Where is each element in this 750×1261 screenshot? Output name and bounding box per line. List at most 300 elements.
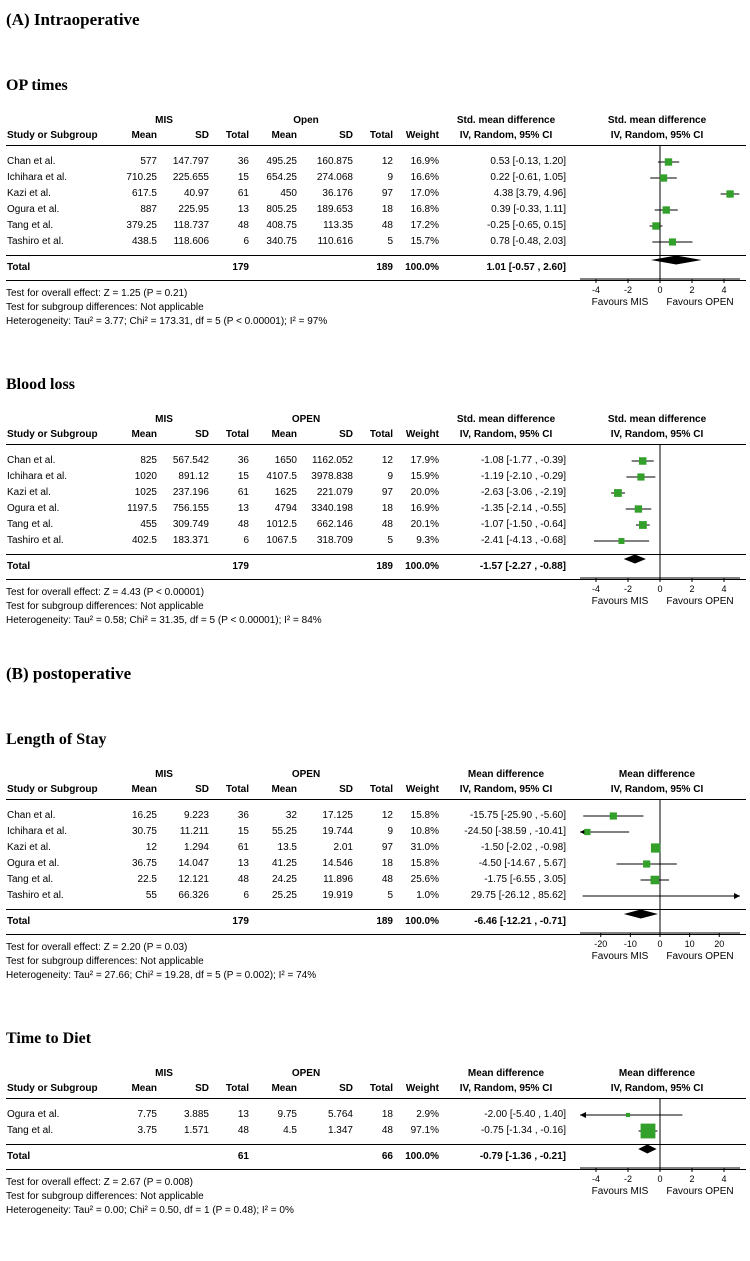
total-mis-n: 179 <box>232 262 249 273</box>
open-total: 5 <box>387 236 393 247</box>
ci-text: 0.53 [-0.13, 1.20] <box>490 156 566 167</box>
table-header <box>6 412 746 445</box>
favours-right-label: Favours OPEN <box>666 596 734 607</box>
plot-effect-label: Mean difference <box>618 1068 696 1079</box>
footnote-line: Test for subgroup differences: Not applicable <box>6 601 204 612</box>
study-name: Kazi et al. <box>7 842 51 853</box>
mis-mean: 1020 <box>134 471 157 482</box>
study-row <box>6 186 746 202</box>
mis-sd: 225.655 <box>172 172 209 183</box>
plot-effect-label: Std. mean difference <box>607 115 707 126</box>
studies-block <box>6 445 746 554</box>
mis-total: 36 <box>237 156 249 167</box>
open-total: 18 <box>381 503 393 514</box>
axis-tick-label: 0 <box>657 939 663 949</box>
study-name: Tang et al. <box>7 519 54 530</box>
open-sd: 662.146 <box>316 519 353 530</box>
col-mis-sd: SD <box>195 429 209 440</box>
study-name: Ichihara et al. <box>7 172 68 183</box>
plot-effect-label: Std. mean difference <box>607 414 707 425</box>
col-mis-mean: Mean <box>131 130 157 141</box>
open-total: 5 <box>387 535 393 546</box>
weight: 15.8% <box>410 858 439 869</box>
axis-tick-label: -4 <box>591 584 601 594</box>
weight: 17.2% <box>410 220 439 231</box>
favours-left-label: Favours MIS <box>591 297 649 308</box>
col-study: Study or Subgroup <box>7 429 98 440</box>
mis-total: 48 <box>237 1125 249 1136</box>
mis-sd: 237.196 <box>172 487 209 498</box>
study-row <box>6 453 746 469</box>
mis-total: 13 <box>237 1109 249 1120</box>
axis-tick-label: -4 <box>591 1174 601 1184</box>
footnotes-block <box>6 941 562 983</box>
total-ci-text: 1.01 [-0.57 , 2.60] <box>486 262 566 273</box>
favours-left-label: Favours MIS <box>591 596 649 607</box>
total-open-n: 189 <box>376 561 393 572</box>
favours-right-label: Favours OPEN <box>666 297 734 308</box>
table-header <box>6 1066 746 1099</box>
col-open-mean: Mean <box>271 1083 297 1094</box>
mis-total: 36 <box>237 810 249 821</box>
mis-total: 13 <box>237 204 249 215</box>
header-groups-row <box>6 113 746 128</box>
weight: 1.0% <box>416 890 439 901</box>
weight: 16.9% <box>410 503 439 514</box>
col-mis-total: Total <box>225 130 249 141</box>
col-mis-sd: SD <box>195 130 209 141</box>
open-total: 9 <box>387 471 393 482</box>
mis-sd: 1.571 <box>183 1125 209 1136</box>
study-name: Kazi et al. <box>7 188 51 199</box>
study-row <box>6 824 746 840</box>
col-mis-total: Total <box>225 429 249 440</box>
total-open-n: 189 <box>376 262 393 273</box>
open-mean: 32 <box>285 810 297 821</box>
weight: 97.1% <box>410 1125 439 1136</box>
col-mis-mean: Mean <box>131 1083 157 1094</box>
total-open-n: 189 <box>376 916 393 927</box>
mis-sd: 118.606 <box>173 236 209 247</box>
open-mean: 41.25 <box>271 858 297 869</box>
axis-tick-label: 0 <box>657 1174 663 1184</box>
table-header <box>6 113 746 146</box>
mis-sd: 225.95 <box>178 204 209 215</box>
col-open-total: Total <box>369 784 393 795</box>
weight: 25.6% <box>410 874 439 885</box>
open-sd: 1.347 <box>327 1125 353 1136</box>
header-groups-row <box>6 767 746 782</box>
col-weight: Weight <box>405 1083 439 1094</box>
study-row <box>6 202 746 218</box>
total-ci-text: -0.79 [-1.36 , -0.21] <box>479 1151 566 1162</box>
open-sd: 110.616 <box>317 236 353 247</box>
open-mean: 1650 <box>274 455 297 466</box>
total-row <box>6 554 746 580</box>
open-sd: 2.01 <box>333 842 353 853</box>
study-name: Chan et al. <box>7 455 56 466</box>
col-plot-ci-label: IV, Random, 95% CI <box>610 1083 704 1094</box>
mis-total: 61 <box>237 487 249 498</box>
open-total: 9 <box>387 172 393 183</box>
study-row <box>6 517 746 533</box>
col-open-total: Total <box>369 429 393 440</box>
mis-sd: 756.155 <box>172 503 209 514</box>
col-open-sd: SD <box>339 429 353 440</box>
ci-text: -0.25 [-0.65, 0.15] <box>487 220 566 231</box>
col-open-sd: SD <box>339 784 353 795</box>
ci-text: 4.38 [3.79, 4.96] <box>493 188 566 199</box>
study-row <box>6 533 746 549</box>
mis-mean: 16.25 <box>131 810 157 821</box>
col-open-mean: Mean <box>271 429 297 440</box>
open-total: 5 <box>387 890 393 901</box>
study-name: Chan et al. <box>7 810 56 821</box>
open-sd: 318.709 <box>316 535 353 546</box>
section-title: OP times <box>6 77 68 94</box>
open-mean: 805.25 <box>266 204 297 215</box>
col-open-sd: SD <box>339 1083 353 1094</box>
study-name: Tashiro et al. <box>7 535 64 546</box>
mis-total: 6 <box>243 535 249 546</box>
forest-section <box>6 1066 746 1218</box>
weight: 15.8% <box>410 810 439 821</box>
group1-label: MIS <box>155 1068 173 1079</box>
weight: 17.0% <box>410 188 439 199</box>
mis-total: 48 <box>237 220 249 231</box>
mis-sd: 66.326 <box>178 890 209 901</box>
footnotes-block <box>6 1176 562 1218</box>
study-name: Ichihara et al. <box>7 471 68 482</box>
col-mis-sd: SD <box>195 1083 209 1094</box>
open-total: 18 <box>381 204 393 215</box>
axis-tick-label: 2 <box>689 285 695 295</box>
mis-mean: 3.75 <box>137 1125 157 1136</box>
ci-text: -1.07 [-1.50 , -0.64] <box>480 519 566 530</box>
study-name: Ogura et al. <box>7 858 60 869</box>
axis-tick-label: 4 <box>721 285 727 295</box>
mis-mean: 438.5 <box>131 236 157 247</box>
ci-text: -4.50 [-14.67 , 5.67] <box>478 858 566 869</box>
col-ci-label: IV, Random, 95% CI <box>459 1083 553 1094</box>
effect-label: Mean difference <box>467 769 545 780</box>
col-ci-label: IV, Random, 95% CI <box>459 130 553 141</box>
col-mis-sd: SD <box>195 784 209 795</box>
mis-sd: 12.121 <box>178 874 209 885</box>
ci-text: -1.75 [-6.55 , 3.05] <box>484 874 566 885</box>
open-mean: 9.75 <box>277 1109 297 1120</box>
total-ci-text: -1.57 [-2.27 , -0.88] <box>479 561 566 572</box>
col-ci-label: IV, Random, 95% CI <box>459 784 553 795</box>
favours-right-label: Favours OPEN <box>666 951 734 962</box>
open-mean: 4107.5 <box>266 471 297 482</box>
footnote-line: Heterogeneity: Tau² = 27.66; Chi² = 19.28, df = 5 (P = 0.002); I² = 74% <box>6 970 317 981</box>
open-total: 48 <box>381 519 393 530</box>
axis-tick-label: 10 <box>684 939 695 949</box>
footnote-line: Heterogeneity: Tau² = 0.00; Chi² = 0.50, df = 1 (P = 0.48); I² = 0% <box>6 1205 294 1216</box>
col-plot-ci-label: IV, Random, 95% CI <box>610 784 704 795</box>
mis-sd: 1.294 <box>183 842 209 853</box>
part-heading: (A) Intraoperative <box>6 10 140 29</box>
part-heading: (B) postoperative <box>6 664 132 683</box>
footnote-line: Test for overall effect: Z = 1.25 (P = 0.21) <box>6 288 188 299</box>
col-mis-total: Total <box>225 1083 249 1094</box>
mis-total: 15 <box>237 172 249 183</box>
total-label: Total <box>7 561 31 572</box>
footnote-line: Test for overall effect: Z = 2.20 (P = 0.03) <box>6 942 188 953</box>
mis-sd: 147.797 <box>172 156 209 167</box>
study-row <box>6 469 746 485</box>
group2-label: OPEN <box>291 1068 321 1079</box>
mis-mean: 825 <box>140 455 157 466</box>
open-mean: 495.25 <box>266 156 297 167</box>
axis-tick-label: 4 <box>721 1174 727 1184</box>
forest-section <box>6 767 746 983</box>
open-mean: 13.5 <box>277 842 297 853</box>
weight: 20.1% <box>410 519 439 530</box>
col-study: Study or Subgroup <box>7 1083 98 1094</box>
open-mean: 55.25 <box>271 826 297 837</box>
total-weight: 100.0% <box>405 262 439 273</box>
ci-text: -1.50 [-2.02 , -0.98] <box>480 842 566 853</box>
ci-text: 0.78 [-0.48, 2.03] <box>490 236 566 247</box>
study-name: Tang et al. <box>7 220 54 231</box>
group2-label: Open <box>293 115 319 126</box>
col-open-sd: SD <box>339 130 353 141</box>
study-row <box>6 856 746 872</box>
open-sd: 17.125 <box>322 810 353 821</box>
mis-mean: 30.75 <box>131 826 157 837</box>
col-study: Study or Subgroup <box>7 784 98 795</box>
ci-text: -15.75 [-25.90 , -5.60] <box>469 810 566 821</box>
axis-tick-label: -2 <box>623 285 633 295</box>
col-ci-label: IV, Random, 95% CI <box>459 429 553 440</box>
mis-sd: 183.371 <box>172 535 209 546</box>
mis-total: 13 <box>237 858 249 869</box>
axis-tick-label: 2 <box>689 584 695 594</box>
footnote-line: Test for overall effect: Z = 4.43 (P < 0.00001) <box>6 587 205 598</box>
mis-mean: 379.25 <box>126 220 157 231</box>
open-total: 18 <box>381 858 393 869</box>
table-header <box>6 767 746 800</box>
total-row <box>6 255 746 281</box>
study-name: Kazi et al. <box>7 487 51 498</box>
weight: 2.9% <box>416 1109 439 1120</box>
col-open-total: Total <box>369 1083 393 1094</box>
mis-sd: 3.885 <box>183 1109 209 1120</box>
col-open-mean: Mean <box>271 784 297 795</box>
total-open-n: 66 <box>381 1151 393 1162</box>
mis-sd: 567.542 <box>172 455 209 466</box>
col-weight: Weight <box>405 784 439 795</box>
open-mean: 408.75 <box>266 220 297 231</box>
open-mean: 450 <box>280 188 297 199</box>
study-name: Tashiro et al. <box>7 890 64 901</box>
mis-mean: 887 <box>140 204 157 215</box>
col-study: Study or Subgroup <box>7 130 98 141</box>
study-name: Tang et al. <box>7 874 54 885</box>
mis-sd: 891.12 <box>178 471 209 482</box>
group1-label: MIS <box>155 769 173 780</box>
studies-block <box>6 800 746 909</box>
mis-total: 48 <box>237 874 249 885</box>
footnote-line: Test for subgroup differences: Not applicable <box>6 302 204 313</box>
footnotes-block <box>6 287 562 329</box>
ci-text: 0.22 [-0.61, 1.05] <box>490 172 566 183</box>
col-mis-mean: Mean <box>131 784 157 795</box>
effect-label: Mean difference <box>467 1068 545 1079</box>
ci-text: -1.19 [-2.10 , -0.29] <box>480 471 566 482</box>
mis-mean: 22.5 <box>137 874 157 885</box>
study-name: Ichihara et al. <box>7 826 68 837</box>
footnotes-block <box>6 586 562 628</box>
ci-text: -1.08 [-1.77 , -0.39] <box>480 455 566 466</box>
open-total: 97 <box>381 487 393 498</box>
mis-total: 36 <box>237 455 249 466</box>
study-name: Ogura et al. <box>7 1109 60 1120</box>
study-row <box>6 840 746 856</box>
group2-label: OPEN <box>291 769 321 780</box>
total-ci-text: -6.46 [-12.21 , -0.71] <box>474 916 566 927</box>
weight: 16.6% <box>410 172 439 183</box>
header-columns-row <box>6 128 746 143</box>
col-mis-total: Total <box>225 784 249 795</box>
weight: 15.9% <box>410 471 439 482</box>
open-total: 48 <box>381 874 393 885</box>
favours-right-label: Favours OPEN <box>666 1186 734 1197</box>
open-sd: 36.176 <box>322 188 353 199</box>
header-columns-row <box>6 427 746 442</box>
axis-tick-label: -4 <box>591 285 601 295</box>
col-weight: Weight <box>405 130 439 141</box>
header-columns-row <box>6 1081 746 1096</box>
open-sd: 189.653 <box>316 204 353 215</box>
axis-tick-label: -2 <box>623 1174 633 1184</box>
open-total: 12 <box>381 156 393 167</box>
axis-tick-label: -10 <box>623 939 637 949</box>
total-label: Total <box>7 1151 31 1162</box>
total-weight: 100.0% <box>405 1151 439 1162</box>
open-total: 97 <box>381 188 393 199</box>
mis-total: 15 <box>237 471 249 482</box>
mis-mean: 577 <box>140 156 157 167</box>
open-total: 18 <box>381 1109 393 1120</box>
col-weight: Weight <box>405 429 439 440</box>
study-row <box>6 154 746 170</box>
favours-left-label: Favours MIS <box>591 951 649 962</box>
study-name: Tashiro et al. <box>7 236 64 247</box>
weight: 20.0% <box>410 487 439 498</box>
study-row <box>6 234 746 250</box>
studies-block <box>6 1099 746 1144</box>
axis-tick-label: -2 <box>623 584 633 594</box>
open-mean: 1012.5 <box>266 519 297 530</box>
plot-effect-label: Mean difference <box>618 769 696 780</box>
total-mis-n: 179 <box>232 561 249 572</box>
total-label: Total <box>7 262 31 273</box>
study-name: Chan et al. <box>7 156 56 167</box>
open-sd: 3340.198 <box>311 503 353 514</box>
total-weight: 100.0% <box>405 916 439 927</box>
mis-mean: 617.5 <box>131 188 157 199</box>
mis-total: 48 <box>237 519 249 530</box>
open-mean: 340.75 <box>266 236 297 247</box>
section-title: Time to Diet <box>6 1030 92 1047</box>
open-total: 48 <box>381 1125 393 1136</box>
mis-mean: 36.75 <box>131 858 157 869</box>
mis-sd: 118.737 <box>173 220 209 231</box>
study-row <box>6 872 746 888</box>
open-mean: 4794 <box>274 503 297 514</box>
footnote-line: Heterogeneity: Tau² = 3.77; Chi² = 173.31, df = 5 (P < 0.00001); I² = 97% <box>6 316 328 327</box>
total-weight: 100.0% <box>405 561 439 572</box>
group1-label: MIS <box>155 414 173 425</box>
open-sd: 1162.052 <box>312 455 353 466</box>
section-title: Blood loss <box>6 376 75 393</box>
open-sd: 5.764 <box>327 1109 353 1120</box>
footnote-line: Heterogeneity: Tau² = 0.58; Chi² = 31.35, df = 5 (P < 0.00001); I² = 84% <box>6 615 322 626</box>
study-name: Tang et al. <box>7 1125 54 1136</box>
open-sd: 3978.838 <box>311 471 353 482</box>
open-sd: 19.744 <box>322 826 353 837</box>
mis-mean: 7.75 <box>137 1109 157 1120</box>
axis-tick-label: -20 <box>594 939 608 949</box>
ci-text: -0.75 [-1.34 , -0.16] <box>480 1125 566 1136</box>
footnote-line: Test for subgroup differences: Not applicable <box>6 956 204 967</box>
col-plot-ci-label: IV, Random, 95% CI <box>610 429 704 440</box>
open-sd: 160.875 <box>316 156 353 167</box>
axis-tick-label: 2 <box>689 1174 695 1184</box>
study-row <box>6 170 746 186</box>
weight: 9.3% <box>416 535 439 546</box>
section-title: Length of Stay <box>6 731 107 748</box>
study-name: Ogura et al. <box>7 503 60 514</box>
col-mis-mean: Mean <box>131 429 157 440</box>
open-total: 12 <box>381 810 393 821</box>
study-row <box>6 485 746 501</box>
mis-sd: 40.97 <box>183 188 209 199</box>
mis-mean: 402.5 <box>131 535 157 546</box>
footnote-line: Test for subgroup differences: Not applicable <box>6 1191 204 1202</box>
study-name: Ogura et al. <box>7 204 60 215</box>
header-columns-row <box>6 782 746 797</box>
forest-section <box>6 113 746 329</box>
open-mean: 4.5 <box>283 1125 297 1136</box>
axis-tick-label: 0 <box>657 584 663 594</box>
mis-sd: 11.211 <box>179 826 209 837</box>
col-open-total: Total <box>369 130 393 141</box>
study-row <box>6 1123 746 1139</box>
open-total: 12 <box>381 455 393 466</box>
mis-sd: 14.047 <box>178 858 209 869</box>
open-sd: 11.896 <box>323 874 353 885</box>
weight: 16.8% <box>410 204 439 215</box>
open-sd: 274.068 <box>316 172 353 183</box>
col-open-mean: Mean <box>271 130 297 141</box>
mis-mean: 1025 <box>134 487 157 498</box>
open-mean: 25.25 <box>271 890 297 901</box>
mis-sd: 309.749 <box>172 519 209 530</box>
effect-label: Std. mean difference <box>456 414 556 425</box>
mis-total: 15 <box>237 826 249 837</box>
forest-section <box>6 412 746 628</box>
open-mean: 654.25 <box>266 172 297 183</box>
weight: 17.9% <box>410 455 439 466</box>
axis-tick-label: 0 <box>657 285 663 295</box>
mis-total: 13 <box>237 503 249 514</box>
mis-mean: 12 <box>145 842 157 853</box>
weight: 31.0% <box>410 842 439 853</box>
